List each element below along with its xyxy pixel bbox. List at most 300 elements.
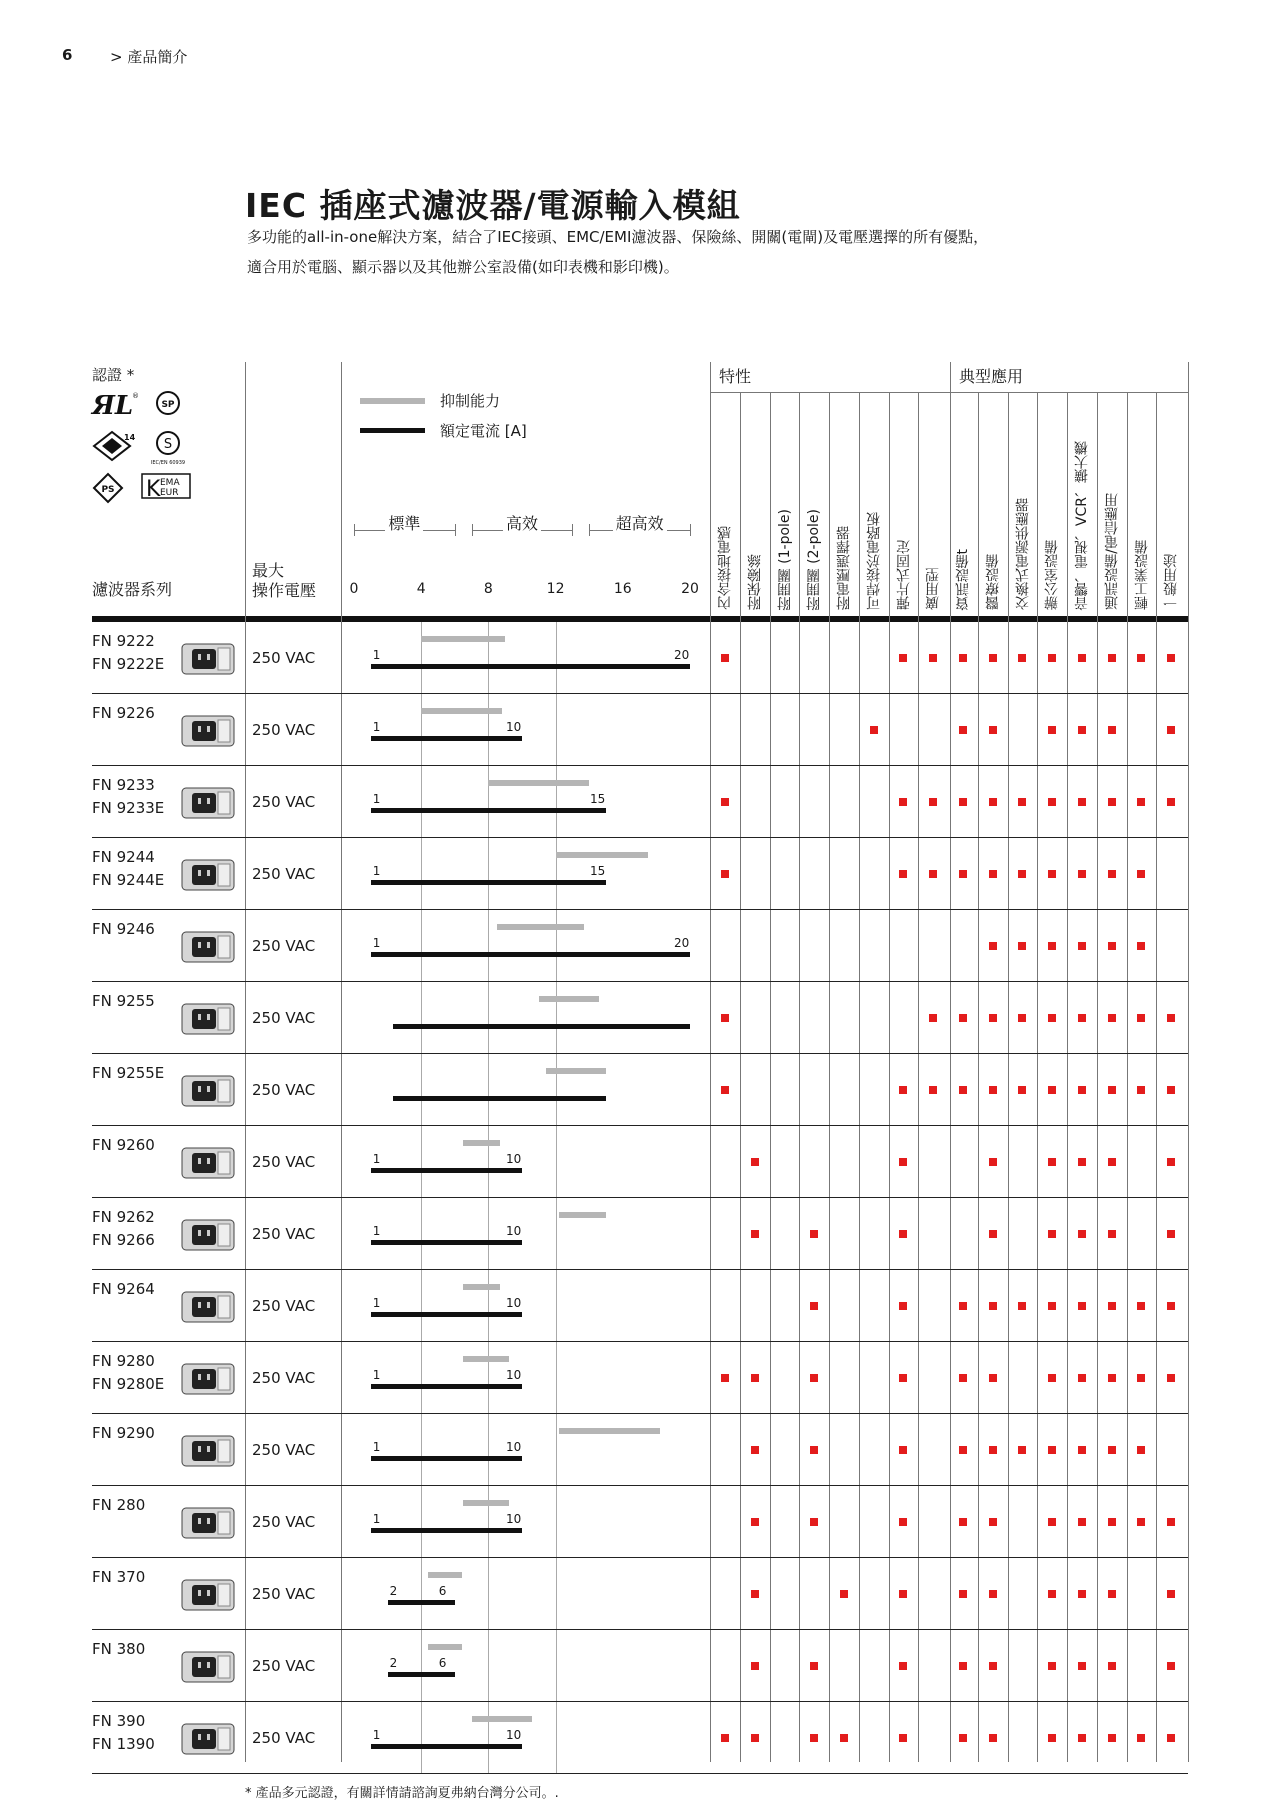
feature-marker [1137,1086,1145,1094]
feature-marker [929,798,937,806]
legend-suppression-label: 抑制能力 [440,392,501,410]
feature-marker [1048,1518,1056,1526]
current-min-label: 1 [372,864,381,878]
suppression-bar [421,708,502,714]
model-names [92,630,164,676]
rated-current-bar [371,1168,522,1173]
suppression-bar [463,1140,500,1146]
product-thumbnail [176,1714,240,1768]
current-min-label: 2 [389,1656,398,1670]
suppression-bar [559,1428,660,1434]
suppression-bar [463,1500,508,1506]
feature-marker [1167,726,1175,734]
rated-current-bar [371,736,522,741]
product-thumbnail [176,1210,240,1264]
product-thumbnail [176,850,240,904]
table-row [0,1054,1280,1126]
suppression-bar [539,996,599,1002]
model-names [92,1710,155,1756]
feature-marker [989,1446,997,1454]
table-row [0,1270,1280,1342]
feature-marker [1167,1302,1175,1310]
feature-marker [1078,1302,1086,1310]
feature-marker [1108,1734,1116,1742]
table-row [0,1702,1280,1774]
feature-marker [751,1734,759,1742]
feature-marker [1137,1302,1145,1310]
feature-marker [1048,1590,1056,1598]
current-max-label: 6 [438,1656,447,1670]
performance-bracket-end [572,524,573,536]
column-header: 彈片式固定 [895,540,912,610]
voltage-header-line-2: 操作電壓 [252,581,317,600]
feature-marker [810,1230,818,1238]
feature-marker [1108,942,1116,950]
rated-current-bar [371,808,606,813]
rated-voltage: 250 VAC [252,1585,316,1603]
svg-text:EMA: EMA [160,478,180,488]
feature-marker [899,654,907,662]
column-header: 資訊設備t [955,548,971,610]
column-header: 廣用型 [925,568,942,610]
feature-marker [1078,1374,1086,1382]
column-header: 醫療設備 [984,554,1001,610]
model-name: FN 9244E [92,871,165,889]
current-min-label: 1 [372,936,381,950]
column-header: 附開關 (1-pole) [776,508,793,610]
current-min-label: 1 [372,1296,381,1310]
rated-voltage: 250 VAC [252,865,316,883]
feature-marker [899,1734,907,1742]
rated-voltage: 250 VAC [252,1513,316,1531]
product-thumbnail [176,1570,240,1624]
feature-marker [1078,1230,1086,1238]
model-names [92,846,164,892]
feature-marker [959,1518,967,1526]
feature-marker [1048,798,1056,806]
model-name: FN 1390 [92,1735,155,1753]
applications-group-header: 典型應用 [959,367,1024,386]
feature-marker [989,1302,997,1310]
table-row [0,1630,1280,1702]
current-min-label: 1 [372,1224,381,1238]
feature-marker [810,1302,818,1310]
feature-marker [989,798,997,806]
performance-bracket-end [455,524,456,536]
feature-marker [1108,1086,1116,1094]
svg-text:PS: PS [101,485,115,495]
svg-text:EUR: EUR [160,488,179,498]
scale-tick-label: 16 [613,581,632,597]
feature-marker [1078,1446,1086,1454]
column-header: 音響、電視、VCR、擴大機 [1074,440,1090,610]
feature-marker [899,1086,907,1094]
current-max-label: 10 [506,1224,522,1238]
feature-marker [959,798,967,806]
feature-marker [899,1662,907,1670]
feature-marker [1078,798,1086,806]
current-min-label: 2 [389,1584,398,1598]
feature-marker [959,1086,967,1094]
current-max-label: 10 [506,1296,522,1310]
feature-marker [929,1086,937,1094]
performance-group-label: 高效 [503,511,541,534]
table-row [0,1414,1280,1486]
column-header: 交換式電源供應器 [1014,498,1031,610]
intro-line-1: 多功能的all-in-one解決方案，結合了IEC接頭、EMC/EMI濾波器、保險絲、開關(電閘)及電壓選擇的所有優點， [247,228,989,246]
svg-text:IEC/EN 60939: IEC/EN 60939 [150,460,186,466]
rated-voltage: 250 VAC [252,1369,316,1387]
feature-marker [1018,942,1026,950]
suppression-bar [428,1572,462,1578]
feature-marker [721,1374,729,1382]
product-thumbnail [176,994,240,1048]
product-thumbnail [176,1498,240,1552]
feature-marker [1137,1518,1145,1526]
current-min-label: 1 [372,792,381,806]
current-max-label: 20 [674,936,690,950]
feature-marker [989,1374,997,1382]
table-row [0,694,1280,766]
model-name: FN 9255E [92,1064,165,1082]
feature-marker [1018,654,1026,662]
feature-marker [989,1014,997,1022]
model-names [92,1206,155,1252]
feature-marker [870,726,878,734]
rated-voltage: 250 VAC [252,1297,316,1315]
model-name: FN 280 [92,1496,146,1514]
rated-current-bar [371,880,606,885]
column-header: 附開關 (2-pole) [806,508,823,610]
page-number: 6 [62,46,73,64]
feature-marker [810,1734,818,1742]
current-min-label: 1 [372,1368,381,1382]
rated-voltage: 250 VAC [252,1009,316,1027]
svg-text:S: S [163,437,173,452]
column-header: 輕工業設備 [1133,540,1150,610]
feature-marker [1078,1158,1086,1166]
table-row [0,1198,1280,1270]
table-row [0,982,1280,1054]
model-names [92,1566,145,1589]
model-names [92,1062,164,1085]
feature-marker [721,654,729,662]
rated-current-bar [371,1528,522,1533]
rated-voltage: 250 VAC [252,793,316,811]
suppression-bar [421,636,505,642]
product-thumbnail [176,706,240,760]
current-max-label: 10 [506,1368,522,1382]
feature-marker [1108,1590,1116,1598]
svg-text:®: ® [132,392,139,400]
feature-marker [1078,1662,1086,1670]
rated-current-bar [393,1096,606,1101]
feature-marker [751,1446,759,1454]
table-row [0,910,1280,982]
rated-current-bar [388,1600,455,1605]
breadcrumb[interactable]: > 產品簡介 [110,48,188,66]
feature-marker [810,1662,818,1670]
legend-suppression-swatch [360,398,425,404]
rated-current-bar [371,1384,522,1389]
product-thumbnail [176,1426,240,1480]
feature-marker [959,654,967,662]
feature-marker [959,1734,967,1742]
model-name: FN 9290 [92,1424,155,1442]
feature-marker [1048,1662,1056,1670]
table-row [0,838,1280,910]
feature-marker [959,1374,967,1382]
rated-voltage: 250 VAC [252,721,316,739]
feature-marker [751,1662,759,1670]
feature-marker [1137,1734,1145,1742]
feature-marker [1108,654,1116,662]
feature-marker [989,654,997,662]
suppression-bar [472,1716,532,1722]
feature-marker [1108,1230,1116,1238]
feature-marker [1018,1014,1026,1022]
feature-marker [899,1158,907,1166]
suppression-bar [488,780,589,786]
suppression-bar [463,1356,508,1362]
feature-marker [959,1662,967,1670]
model-name: FN 9260 [92,1136,155,1154]
svg-text:SP: SP [161,400,175,410]
product-thumbnail [176,634,240,688]
table-row [0,766,1280,838]
current-max-label: 10 [506,1728,522,1742]
model-name: FN 380 [92,1640,146,1658]
feature-marker [1078,1086,1086,1094]
feature-marker [1137,1374,1145,1382]
model-names [92,1422,155,1445]
page-title: IEC 插座式濾波器/電源輸入模組 [245,186,741,225]
feature-marker [1048,1446,1056,1454]
feature-marker [1078,1518,1086,1526]
suppression-bar [463,1284,500,1290]
rated-current-bar [371,1744,522,1749]
feature-marker [1167,1230,1175,1238]
feature-marker [1108,1446,1116,1454]
certifications-label: 認證 * [92,366,135,384]
scale-tick-label: 8 [483,581,493,597]
feature-marker [1108,1518,1116,1526]
model-name: FN 9246 [92,920,155,938]
feature-marker [1018,870,1026,878]
suppression-bar [556,852,648,858]
feature-marker [721,1086,729,1094]
feature-marker [989,726,997,734]
product-thumbnail [176,778,240,832]
performance-group-label: 標準 [385,511,423,534]
table-row [0,1558,1280,1630]
column-header: 辦公室設備 [1044,540,1061,610]
feature-marker [721,1014,729,1022]
scale-tick-label: 0 [349,581,359,597]
feature-marker [1137,798,1145,806]
legend-current-label: 額定電流 [A] [440,422,527,440]
series-header: 濾波器系列 [92,580,173,599]
feature-marker [1078,1590,1086,1598]
feature-marker [899,1302,907,1310]
rated-voltage: 250 VAC [252,1441,316,1459]
feature-marker [751,1518,759,1526]
svg-text:ЯL: ЯL [92,391,134,421]
feature-marker [1078,726,1086,734]
rated-current-bar [371,952,690,957]
feature-marker [1048,1230,1056,1238]
table-row [0,1126,1280,1198]
feature-marker [1048,1302,1056,1310]
feature-marker [1048,1734,1056,1742]
feature-marker [959,1014,967,1022]
feature-marker [810,1374,818,1382]
performance-bracket-end [354,524,355,536]
model-names [92,1278,155,1301]
feature-marker [1078,1734,1086,1742]
table-row [0,1342,1280,1414]
feature-marker [989,1590,997,1598]
model-name: FN 9233E [92,799,165,817]
feature-marker [1048,1086,1056,1094]
current-max-label: 10 [506,720,522,734]
feature-marker [721,1734,729,1742]
performance-bracket-end [589,524,590,536]
current-max-label: 10 [506,1152,522,1166]
feature-marker [751,1158,759,1166]
feature-marker [899,798,907,806]
feature-marker [959,1590,967,1598]
feature-marker [1137,1014,1145,1022]
feature-marker [1108,1374,1116,1382]
current-min-label: 1 [372,720,381,734]
feature-marker [959,870,967,878]
feature-marker [810,1446,818,1454]
feature-marker [899,1590,907,1598]
rated-current-bar [371,1312,522,1317]
feature-marker [1108,798,1116,806]
feature-marker [1137,654,1145,662]
feature-marker [840,1734,848,1742]
model-name: FN 9222E [92,655,165,673]
feature-marker [1167,1734,1175,1742]
feature-marker [1078,870,1086,878]
feature-marker [1167,1518,1175,1526]
feature-marker [959,1446,967,1454]
scale-tick-label: 12 [546,581,565,597]
feature-marker [1108,1014,1116,1022]
feature-marker [959,1302,967,1310]
features-group-header: 特性 [719,367,752,386]
performance-group-label: 超高效 [613,511,667,534]
model-name: FN 9280E [92,1375,165,1393]
column-header: 內含接地電感 [717,526,733,610]
current-min-label: 1 [372,1728,381,1742]
model-names [92,1638,145,1661]
suppression-bar [559,1212,606,1218]
feature-marker [1048,1014,1056,1022]
rated-voltage: 250 VAC [252,1225,316,1243]
model-name: FN 9266 [92,1231,155,1249]
feature-marker [989,1518,997,1526]
feature-marker [989,942,997,950]
scale-tick-label: 4 [416,581,426,597]
current-max-label: 10 [506,1440,522,1454]
feature-marker [1108,726,1116,734]
feature-marker [810,1518,818,1526]
feature-marker [1078,654,1086,662]
feature-marker [959,726,967,734]
feature-marker [1048,1374,1056,1382]
feature-marker [989,1230,997,1238]
performance-bracket-end [472,524,473,536]
product-thumbnail [176,1066,240,1120]
current-max-label: 15 [590,864,606,878]
column-header: 一般用途 [1163,554,1180,610]
feature-marker [989,1734,997,1742]
model-names [92,990,155,1013]
rated-voltage: 250 VAC [252,1729,316,1747]
table-row [0,622,1280,694]
product-thumbnail [176,1642,240,1696]
feature-marker [1108,1302,1116,1310]
product-thumbnail [176,1354,240,1408]
model-name: FN 390 [92,1712,146,1730]
rated-voltage: 250 VAC [252,1657,316,1675]
table-row [0,1486,1280,1558]
row-divider [92,1773,1188,1774]
model-name: FN 9222 [92,632,155,650]
feature-marker [989,870,997,878]
rated-voltage: 250 VAC [252,649,316,667]
current-min-label: 1 [372,648,381,662]
model-name: FN 9262 [92,1208,155,1226]
feature-marker [1048,870,1056,878]
feature-marker [1018,1446,1026,1454]
feature-marker [899,870,907,878]
column-header: 附保險絲 [746,554,763,610]
rated-current-bar [393,1024,690,1029]
feature-marker [1048,1158,1056,1166]
feature-marker [1018,1302,1026,1310]
feature-marker [751,1374,759,1382]
feature-marker [989,1086,997,1094]
feature-marker [1018,1086,1026,1094]
feature-marker [1167,1086,1175,1094]
feature-marker [989,1158,997,1166]
feature-marker [721,870,729,878]
feature-marker [929,1014,937,1022]
product-thumbnail [176,922,240,976]
feature-marker [1048,726,1056,734]
current-max-label: 10 [506,1512,522,1526]
current-min-label: 1 [372,1152,381,1166]
rated-current-bar [371,1456,522,1461]
rated-voltage: 250 VAC [252,1153,316,1171]
current-max-label: 20 [674,648,690,662]
current-max-label: 6 [438,1584,447,1598]
rated-current-bar [388,1672,455,1677]
feature-marker [1108,1662,1116,1670]
scale-tick-label: 20 [681,581,699,597]
feature-marker [899,1518,907,1526]
feature-marker [929,870,937,878]
feature-marker [1108,1158,1116,1166]
feature-marker [751,1590,759,1598]
rated-voltage: 250 VAC [252,1081,316,1099]
feature-marker [1078,942,1086,950]
model-name: FN 9264 [92,1280,155,1298]
